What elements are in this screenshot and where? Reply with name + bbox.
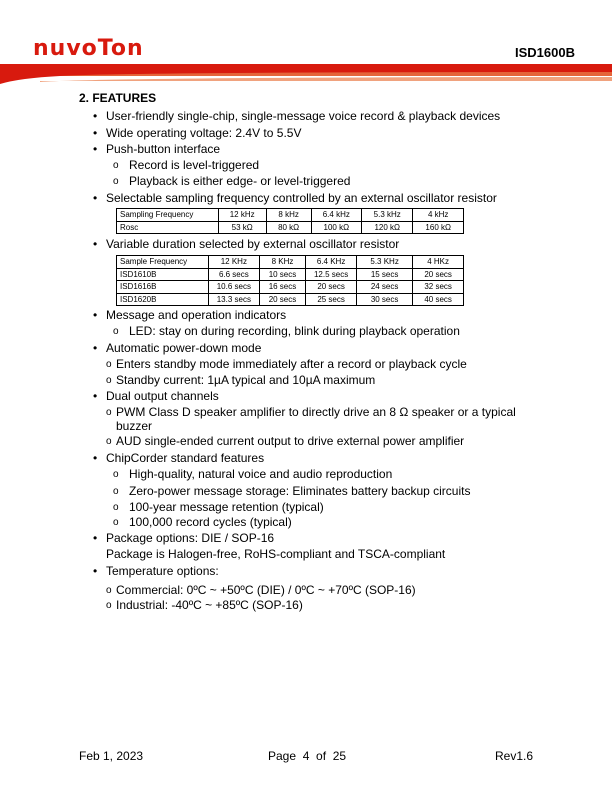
feature-item-c2: Playback is either edge- or level-triggered [129,174,351,188]
bullet-icon: • [93,531,98,545]
sub-bullet-icon: o [106,585,112,596]
feature-item-f1: LED: stay on during recording, blink during playback operation [129,324,460,338]
feature-item-b: Wide operating voltage: 2.4V to 5.5V [106,126,302,140]
table-cell: 5.3 kHz [362,209,413,222]
feature-item-a: User-friendly single-chip, single-message voice record & playback devices [106,109,501,123]
bullet-icon: • [93,389,98,403]
table-cell: 80 kΩ [266,221,311,234]
feature-item-j: Package options: DIE / SOP-16 [106,531,275,545]
table-cell: 6.4 KHz [306,256,357,269]
table-cell: ISD1620B [117,293,209,306]
bullet-icon: • [93,142,98,156]
feature-item-i2: Zero-power message storage: Eliminates battery backup circuits [129,484,471,498]
sub-bullet-icon: o [106,600,112,611]
bullet-icon: • [93,451,98,465]
table-cell: 13.3 secs [209,293,260,306]
bullet-icon: • [93,109,98,123]
table-cell: 15 secs [356,268,412,281]
sub-bullet-icon: o [113,486,119,497]
sub-bullet-icon: o [113,502,119,513]
sub-bullet-icon: o [113,469,119,480]
table-cell: 4 HKz [413,256,464,269]
table-cell: 25 secs [306,293,357,306]
feature-item-g: Automatic power-down mode [106,341,262,355]
feature-item-i: ChipCorder standard features [106,451,265,465]
nuvoton-logo: nuvoTon [33,36,144,61]
feature-item-c: Push-button interface [106,142,221,156]
table-cell: 120 kΩ [362,221,413,234]
feature-item-g1: Enters standby mode immediately after a record or playback cycle [116,357,467,371]
feature-item-j2: Package is Halogen-free, RoHS-compliant and TSCA-compliant [106,547,446,561]
sub-bullet-icon: o [106,407,112,418]
feature-item-g2: Standby current: 1µA typical and 10µA maximum [116,373,376,387]
document-id: ISD1600B [515,45,575,60]
table-cell: ISD1616B [117,281,209,294]
table-row [117,268,464,281]
footer-date: Feb 1, 2023 [79,749,144,763]
table-cell: 32 secs [413,281,464,294]
table-cell: 20 secs [413,268,464,281]
table-cell: 16 secs [259,281,306,294]
table-cell: 6.4 kHz [311,209,362,222]
feature-item-h1b: buzzer [116,419,153,433]
table-cell: 24 secs [356,281,412,294]
feature-item-i1: High-quality, natural voice and audio reproduction [129,467,393,481]
table-cell: 10.6 secs [209,281,260,294]
bullet-icon: • [93,191,98,205]
table-row [117,281,464,294]
table-row [117,293,464,306]
header-band [0,64,612,84]
table-cell: 53 kΩ [218,221,266,234]
table-cell: 100 kΩ [311,221,362,234]
footer-page: Page 4 of 25 [268,749,347,763]
feature-item-k: Temperature options: [106,564,219,578]
bullet-icon: • [93,564,98,578]
table-cell: 4 kHz [413,209,464,222]
feature-item-h1: PWM Class D speaker amplifier to directly drive an 8 Ω speaker or a typical [116,405,516,419]
table-row [117,221,464,234]
table-cell: 12.5 secs [306,268,357,281]
feature-item-c1: Record is level-triggered [129,158,260,172]
duration-table [116,255,464,306]
footer-revision: Rev1.6 [495,749,534,763]
bullet-icon: • [93,126,98,140]
sampling-frequency-table [116,208,464,234]
table-cell: 8 KHz [259,256,306,269]
feature-item-d: Selectable sampling frequency controlled by an external oscillator resistor [106,191,497,205]
feature-item-i4: 100,000 record cycles (typical) [129,515,292,529]
table-cell: 12 KHz [209,256,260,269]
table-cell: 20 secs [306,281,357,294]
table-row [117,209,464,222]
bullet-icon: • [93,341,98,355]
sub-bullet-icon: o [113,160,119,171]
section-title: 2. FEATURES [79,91,157,105]
table-row [117,256,464,269]
table-cell: Rosc [117,221,219,234]
bullet-icon: • [93,308,98,322]
table-cell: 10 secs [259,268,306,281]
feature-item-e: Variable duration selected by external oscillator resistor [106,237,400,251]
table-cell: 30 secs [356,293,412,306]
table-cell: 6.6 secs [209,268,260,281]
table-cell: 40 secs [413,293,464,306]
table-cell: ISD1610B [117,268,209,281]
feature-item-i3: 100-year message retention (typical) [129,500,324,514]
table-cell: 8 kHz [266,209,311,222]
table-cell: Sampling Frequency [117,209,219,222]
feature-item-k2: Industrial: -40ºC ~ +85ºC (SOP-16) [116,598,303,612]
table-cell: Sample Frequency [117,256,209,269]
sub-bullet-icon: o [113,326,119,337]
bullet-icon: • [93,237,98,251]
table-cell: 20 secs [259,293,306,306]
feature-item-f: Message and operation indicators [106,308,287,322]
sub-bullet-icon: o [113,176,119,187]
feature-item-h2: AUD single-ended current output to drive external power amplifier [116,434,465,448]
sub-bullet-icon: o [106,359,112,370]
table-cell: 12 kHz [218,209,266,222]
feature-item-k1: Commercial: 0ºC ~ +50ºC (DIE) / 0ºC ~ +70ºC (SOP-16) [116,583,416,597]
sub-bullet-icon: o [106,436,112,447]
table-cell: 160 kΩ [413,221,464,234]
feature-item-h: Dual output channels [106,389,219,403]
table-cell: 5.3 KHz [356,256,412,269]
sub-bullet-icon: o [113,517,119,528]
sub-bullet-icon: o [106,375,112,386]
